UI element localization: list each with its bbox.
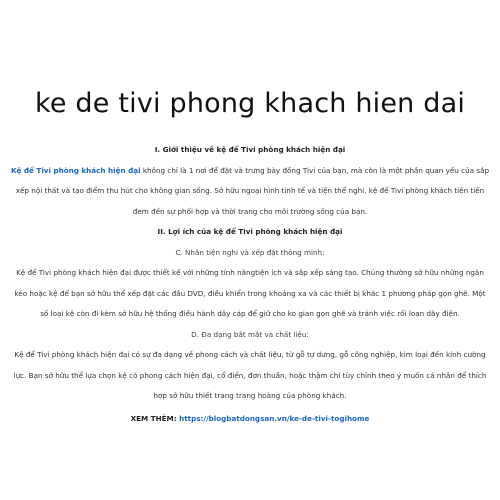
intro-paragraph bbox=[10, 161, 490, 223]
section-heading-benefits: II. Lợi ích của kệ để Tivi phòng khách hiện đại bbox=[157, 227, 343, 236]
subheading-convenience: C. Nhãn tiện nghi và xếp đặt thông minh: bbox=[175, 247, 325, 257]
variety-paragraph: Kệ để Tivi phòng khách hiện đại có sự đa dạng về phong cách và chất liệu, từ gỗ tự dưng, gỗ công nghiệp, kim loại đến kính cường lực. Bạn sở hữu thể lựa chọn kệ có phong cách hiện đại, cổ điển, đơn thuần, hoặc thậm chí tùy chỉnh theo ý muốn cá nhân để thích hợp sở hữu thiết trang trang hoàng của phòng khách. bbox=[13, 350, 487, 400]
article-content bbox=[10, 140, 490, 429]
see-more bbox=[10, 409, 490, 430]
page-title: ke de tivi phong khach hien dai bbox=[34, 88, 466, 119]
intro-link[interactable]: Kệ để Tivi phòng khách hiện đại bbox=[10, 165, 141, 175]
intro-text: không chỉ là 1 nơi để đặt và trưng bày đồng Tivi của bạn, mà còn là một phần quan yếu của sắp xếp nội thất và tạo điểm thu hút cho không gian sống. Sở hữu ngoại hình tinh tế và tiện thể nghi, kệ để Tivi phòng khách tiên tiến đem đến sự phối hợp và thời trang cho môi trường sống của bạn. bbox=[15, 165, 490, 216]
convenience-paragraph: Kệ để Tivi phòng khách hiện đại được thiết kế với những tính năngtiện ích và sắp xếp sáng tạo. Chúng thường sở hữu những ngăn kéo hoặc kệ để bạn sở hữu thể xếp đặt các đầu DVD, điều khiển trong khoảng xa và các thiết bị khác 1 phương pháp gọn ghẽ. Một số loại kệ còn đi kèm sở hữu hệ thống điều hành dây cáp để giữ cho ko gian gọn ghẽ và tránh việc rối loạn dây điện. bbox=[14, 268, 486, 318]
see-more-link[interactable]: https://blogbatdongsan.vn/ke-de-tivi-togihome bbox=[179, 413, 370, 423]
subheading-variety: D. Đa dạng bắt mắt và chất liệu: bbox=[191, 329, 309, 339]
section-heading-intro: I. Giới thiệu về kệ để Tivi phòng khách hiện đại bbox=[154, 145, 346, 154]
see-more-label: XEM THÊM: bbox=[130, 413, 180, 423]
